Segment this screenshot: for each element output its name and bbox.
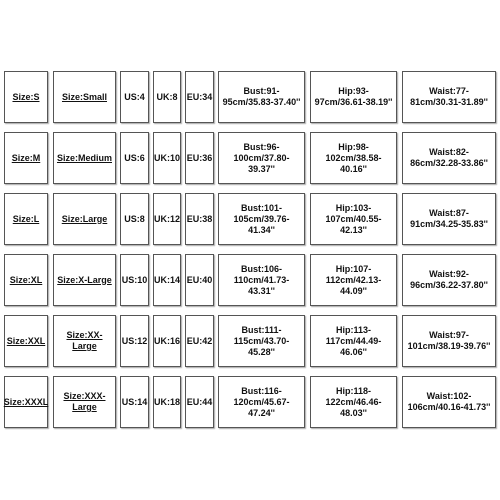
hip-measurement: Hip:103-107cm/40.55-42.13'' xyxy=(325,202,382,235)
size-label-cell xyxy=(53,132,116,184)
us-size: US:10 xyxy=(121,274,148,285)
uk-size: UK:8 xyxy=(156,91,178,102)
us-size: US:6 xyxy=(124,152,145,163)
uk-size: UK:18 xyxy=(154,396,181,407)
eu-size: EU:34 xyxy=(186,91,213,102)
size-row-xxl xyxy=(0,315,500,367)
uk-size-cell xyxy=(153,71,181,123)
bust-cell xyxy=(218,376,305,428)
eu-size-cell xyxy=(185,376,214,428)
eu-size-cell xyxy=(185,71,214,123)
waist-measurement: Waist:102-106cm/40.16-41.73'' xyxy=(407,391,491,412)
eu-size: EU:38 xyxy=(186,213,213,224)
size-code: Size:L xyxy=(12,213,40,224)
uk-size: UK:14 xyxy=(154,274,181,285)
waist-measurement: Waist:87-91cm/34.25-35.83'' xyxy=(410,208,488,229)
bust-measurement: Bust:96-100cm/37.80-39.37'' xyxy=(233,141,290,174)
uk-size: UK:12 xyxy=(154,213,181,224)
size-code-cell xyxy=(4,132,48,184)
waist-cell xyxy=(402,376,496,428)
waist-cell xyxy=(402,193,496,245)
bust-cell xyxy=(218,132,305,184)
hip-measurement: Hip:107-112cm/42.13-44.09'' xyxy=(325,263,382,296)
us-size-cell xyxy=(120,315,149,367)
bust-measurement: Bust:91-95cm/35.83-37.40'' xyxy=(222,86,301,107)
bust-cell xyxy=(218,193,305,245)
uk-size: UK:10 xyxy=(154,152,181,163)
hip-cell xyxy=(310,254,397,306)
hip-cell xyxy=(310,315,397,367)
size-code-cell xyxy=(4,376,48,428)
us-size-cell xyxy=(120,376,149,428)
size-label: Size:Medium xyxy=(56,152,112,163)
size-label: Size:XXX-Large xyxy=(63,391,106,412)
size-label: Size:Small xyxy=(61,91,108,102)
eu-size: EU:42 xyxy=(186,335,213,346)
size-label-cell xyxy=(53,254,116,306)
bust-measurement: Bust:101-105cm/39.76-41.34'' xyxy=(233,202,290,235)
bust-measurement: Bust:111-115cm/43.70-45.28'' xyxy=(233,324,290,357)
waist-cell xyxy=(402,132,496,184)
hip-cell xyxy=(310,132,397,184)
waist-measurement: Waist:82-86cm/32.28-33.86'' xyxy=(410,147,488,168)
bust-measurement: Bust:116-120cm/45.67-47.24'' xyxy=(233,385,290,418)
size-label: Size:XX-Large xyxy=(66,330,103,351)
bust-cell xyxy=(218,315,305,367)
size-row-xl xyxy=(0,254,500,306)
bust-cell xyxy=(218,71,305,123)
waist-cell xyxy=(402,315,496,367)
eu-size: EU:44 xyxy=(186,396,213,407)
size-code: Size:XL xyxy=(9,274,43,285)
bust-measurement: Bust:106-110cm/41.73-43.31'' xyxy=(233,263,290,296)
hip-cell xyxy=(310,71,397,123)
size-label: Size:X-Large xyxy=(57,274,112,285)
us-size: US:8 xyxy=(124,213,145,224)
hip-measurement: Hip:118-122cm/46.46-48.03'' xyxy=(325,385,382,418)
us-size-cell xyxy=(120,132,149,184)
us-size: US:14 xyxy=(121,396,148,407)
uk-size-cell xyxy=(153,315,181,367)
waist-measurement: Waist:77-81cm/30.31-31.89'' xyxy=(410,86,488,107)
uk-size-cell xyxy=(153,193,181,245)
uk-size-cell xyxy=(153,376,181,428)
eu-size: EU:40 xyxy=(186,274,213,285)
size-code: Size:XXL xyxy=(6,335,46,346)
waist-cell xyxy=(402,254,496,306)
size-row-m xyxy=(0,132,500,184)
hip-cell xyxy=(310,376,397,428)
eu-size-cell xyxy=(185,193,214,245)
size-row-l xyxy=(0,193,500,245)
hip-measurement: Hip:113-117cm/44.49-46.06'' xyxy=(325,324,382,357)
size-code: Size:S xyxy=(12,91,40,102)
size-chart xyxy=(0,71,500,432)
size-code: Size:XXXL xyxy=(3,396,49,407)
us-size-cell xyxy=(120,254,149,306)
us-size: US:12 xyxy=(121,335,148,346)
size-label-cell xyxy=(53,71,116,123)
us-size-cell xyxy=(120,193,149,245)
eu-size-cell xyxy=(185,132,214,184)
eu-size-cell xyxy=(185,254,214,306)
size-label: Size:Large xyxy=(61,213,108,224)
size-label-cell xyxy=(53,315,116,367)
uk-size-cell xyxy=(153,132,181,184)
hip-measurement: Hip:93-97cm/36.61-38.19'' xyxy=(314,86,393,107)
size-code-cell xyxy=(4,254,48,306)
bust-cell xyxy=(218,254,305,306)
size-code-cell xyxy=(4,71,48,123)
waist-measurement: Waist:97-101cm/38.19-39.76'' xyxy=(407,330,491,351)
hip-measurement: Hip:98-102cm/38.58-40.16'' xyxy=(325,141,382,174)
size-code-cell xyxy=(4,193,48,245)
size-label-cell xyxy=(53,193,116,245)
us-size-cell xyxy=(120,71,149,123)
eu-size-cell xyxy=(185,315,214,367)
waist-measurement: Waist:92-96cm/36.22-37.80'' xyxy=(410,269,488,290)
us-size: US:4 xyxy=(124,91,145,102)
size-row-s xyxy=(0,71,500,123)
waist-cell xyxy=(402,71,496,123)
size-row-xxxl xyxy=(0,376,500,428)
size-code: Size:M xyxy=(11,152,41,163)
size-code-cell xyxy=(4,315,48,367)
hip-cell xyxy=(310,193,397,245)
eu-size: EU:36 xyxy=(186,152,213,163)
uk-size-cell xyxy=(153,254,181,306)
size-label-cell xyxy=(53,376,116,428)
uk-size: UK:16 xyxy=(154,335,181,346)
